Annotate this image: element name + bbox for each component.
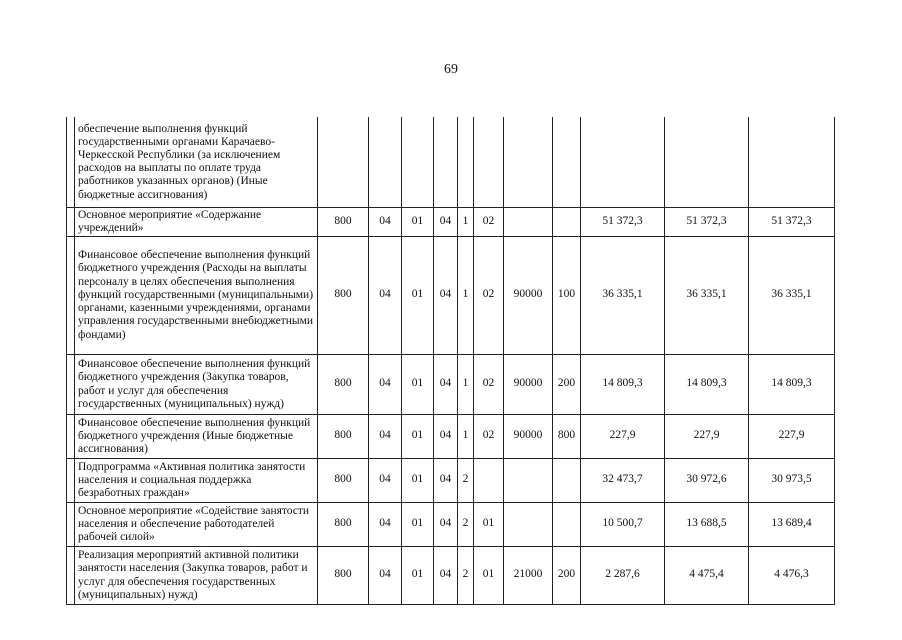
code-c4: 04	[434, 207, 458, 236]
table-body	[67, 117, 835, 604]
code-c2: 04	[369, 207, 402, 236]
amount-v3: 51 372,3	[749, 207, 835, 236]
table-row	[67, 458, 835, 502]
table-row	[67, 207, 835, 236]
code-c2: 04	[369, 414, 402, 458]
budget-table	[66, 117, 835, 605]
row-name: Основное мероприятие «Содействие занятости населения и обеспечение работодателей рабочей силой»	[75, 502, 318, 546]
code-c2: 04	[369, 502, 402, 546]
amount-v3	[749, 117, 835, 207]
code-c8: 200	[553, 354, 581, 414]
code-c6: 01	[474, 546, 504, 604]
code-c2: 04	[369, 354, 402, 414]
code-c5	[458, 117, 474, 207]
row-lead-cell	[67, 502, 75, 546]
amount-v2: 14 809,3	[665, 354, 749, 414]
row-name: обеспечение выполнения функций государственными органами Карачаево-Черкесской Республики (за исключением расходов на выплаты по оплате труда работников указанных органов) (Иные бюджетные ассигнования)	[75, 117, 318, 207]
code-c3: 01	[402, 502, 434, 546]
amount-v1: 227,9	[581, 414, 665, 458]
code-c7	[504, 502, 553, 546]
code-c7	[504, 207, 553, 236]
row-name: Подпрограмма «Активная политика занятости населения и социальная поддержка безработных граждан»	[75, 458, 318, 502]
code-c2: 04	[369, 546, 402, 604]
code-c7: 90000	[504, 354, 553, 414]
code-c3: 01	[402, 414, 434, 458]
amount-v3: 227,9	[749, 414, 835, 458]
code-c1: 800	[318, 207, 369, 236]
code-c8	[553, 458, 581, 502]
code-c8: 100	[553, 236, 581, 354]
row-name: Реализация мероприятий активной политики занятости населения (Закупка товаров, работ и услуг для обеспечения государственных (муниципальных) нужд)	[75, 546, 318, 604]
code-c7	[504, 458, 553, 502]
code-c8	[553, 207, 581, 236]
table-row	[67, 546, 835, 604]
row-lead-cell	[67, 414, 75, 458]
row-name: Финансовое обеспечение выполнения функций бюджетного учреждения (Расходы на выплаты персоналу в целях обеспечения выполнения функций государственными (муниципальными) органами, казенными учреждениями, органами управления государственными внебюджетными фондами)	[75, 236, 318, 354]
row-lead-cell	[67, 546, 75, 604]
code-c1	[318, 117, 369, 207]
amount-v1: 14 809,3	[581, 354, 665, 414]
code-c5: 1	[458, 354, 474, 414]
amount-v1: 2 287,6	[581, 546, 665, 604]
code-c2	[369, 117, 402, 207]
amount-v2	[665, 117, 749, 207]
code-c4: 04	[434, 458, 458, 502]
amount-v2: 51 372,3	[665, 207, 749, 236]
code-c3: 01	[402, 354, 434, 414]
code-c2: 04	[369, 458, 402, 502]
row-lead-cell	[67, 354, 75, 414]
code-c4: 04	[434, 354, 458, 414]
code-c4	[434, 117, 458, 207]
amount-v1: 36 335,1	[581, 236, 665, 354]
code-c5: 1	[458, 207, 474, 236]
amount-v1: 51 372,3	[581, 207, 665, 236]
row-lead-cell	[67, 207, 75, 236]
amount-v1: 32 473,7	[581, 458, 665, 502]
code-c6: 02	[474, 236, 504, 354]
row-name: Финансовое обеспечение выполнения функций бюджетного учреждения (Иные бюджетные ассигнования)	[75, 414, 318, 458]
code-c1: 800	[318, 502, 369, 546]
code-c6: 01	[474, 502, 504, 546]
amount-v2: 13 688,5	[665, 502, 749, 546]
amount-v3: 14 809,3	[749, 354, 835, 414]
row-name: Основное мероприятие «Содержание учреждений»	[75, 207, 318, 236]
table-row	[67, 354, 835, 414]
page-number: 69	[444, 62, 458, 77]
code-c2: 04	[369, 236, 402, 354]
code-c1: 800	[318, 546, 369, 604]
code-c4: 04	[434, 502, 458, 546]
code-c1: 800	[318, 236, 369, 354]
code-c7	[504, 117, 553, 207]
code-c8	[553, 502, 581, 546]
code-c8: 200	[553, 546, 581, 604]
code-c3	[402, 117, 434, 207]
table-row	[67, 117, 835, 207]
code-c7: 21000	[504, 546, 553, 604]
code-c1: 800	[318, 458, 369, 502]
code-c3: 01	[402, 546, 434, 604]
code-c6	[474, 117, 504, 207]
code-c3: 01	[402, 207, 434, 236]
code-c5: 1	[458, 236, 474, 354]
code-c6	[474, 458, 504, 502]
row-lead-cell	[67, 117, 75, 207]
code-c3: 01	[402, 236, 434, 354]
code-c7: 90000	[504, 236, 553, 354]
code-c6: 02	[474, 414, 504, 458]
code-c8: 800	[553, 414, 581, 458]
table-row	[67, 414, 835, 458]
code-c5: 2	[458, 502, 474, 546]
table-row	[67, 502, 835, 546]
amount-v1	[581, 117, 665, 207]
table-row	[67, 236, 835, 354]
code-c6: 02	[474, 207, 504, 236]
code-c4: 04	[434, 414, 458, 458]
code-c6: 02	[474, 354, 504, 414]
code-c5: 2	[458, 546, 474, 604]
code-c1: 800	[318, 354, 369, 414]
code-c8	[553, 117, 581, 207]
amount-v3: 36 335,1	[749, 236, 835, 354]
code-c5: 1	[458, 414, 474, 458]
code-c4: 04	[434, 236, 458, 354]
amount-v3: 30 973,5	[749, 458, 835, 502]
amount-v2: 36 335,1	[665, 236, 749, 354]
row-name: Финансовое обеспечение выполнения функций бюджетного учреждения (Закупка товаров, работ и услуг для обеспечения государственных (муниципальных) нужд)	[75, 354, 318, 414]
amount-v3: 13 689,4	[749, 502, 835, 546]
amount-v3: 4 476,3	[749, 546, 835, 604]
code-c1: 800	[318, 414, 369, 458]
code-c4: 04	[434, 546, 458, 604]
code-c7: 90000	[504, 414, 553, 458]
code-c5: 2	[458, 458, 474, 502]
amount-v2: 227,9	[665, 414, 749, 458]
code-c3: 01	[402, 458, 434, 502]
row-lead-cell	[67, 458, 75, 502]
row-lead-cell	[67, 236, 75, 354]
amount-v2: 4 475,4	[665, 546, 749, 604]
amount-v2: 30 972,6	[665, 458, 749, 502]
amount-v1: 10 500,7	[581, 502, 665, 546]
